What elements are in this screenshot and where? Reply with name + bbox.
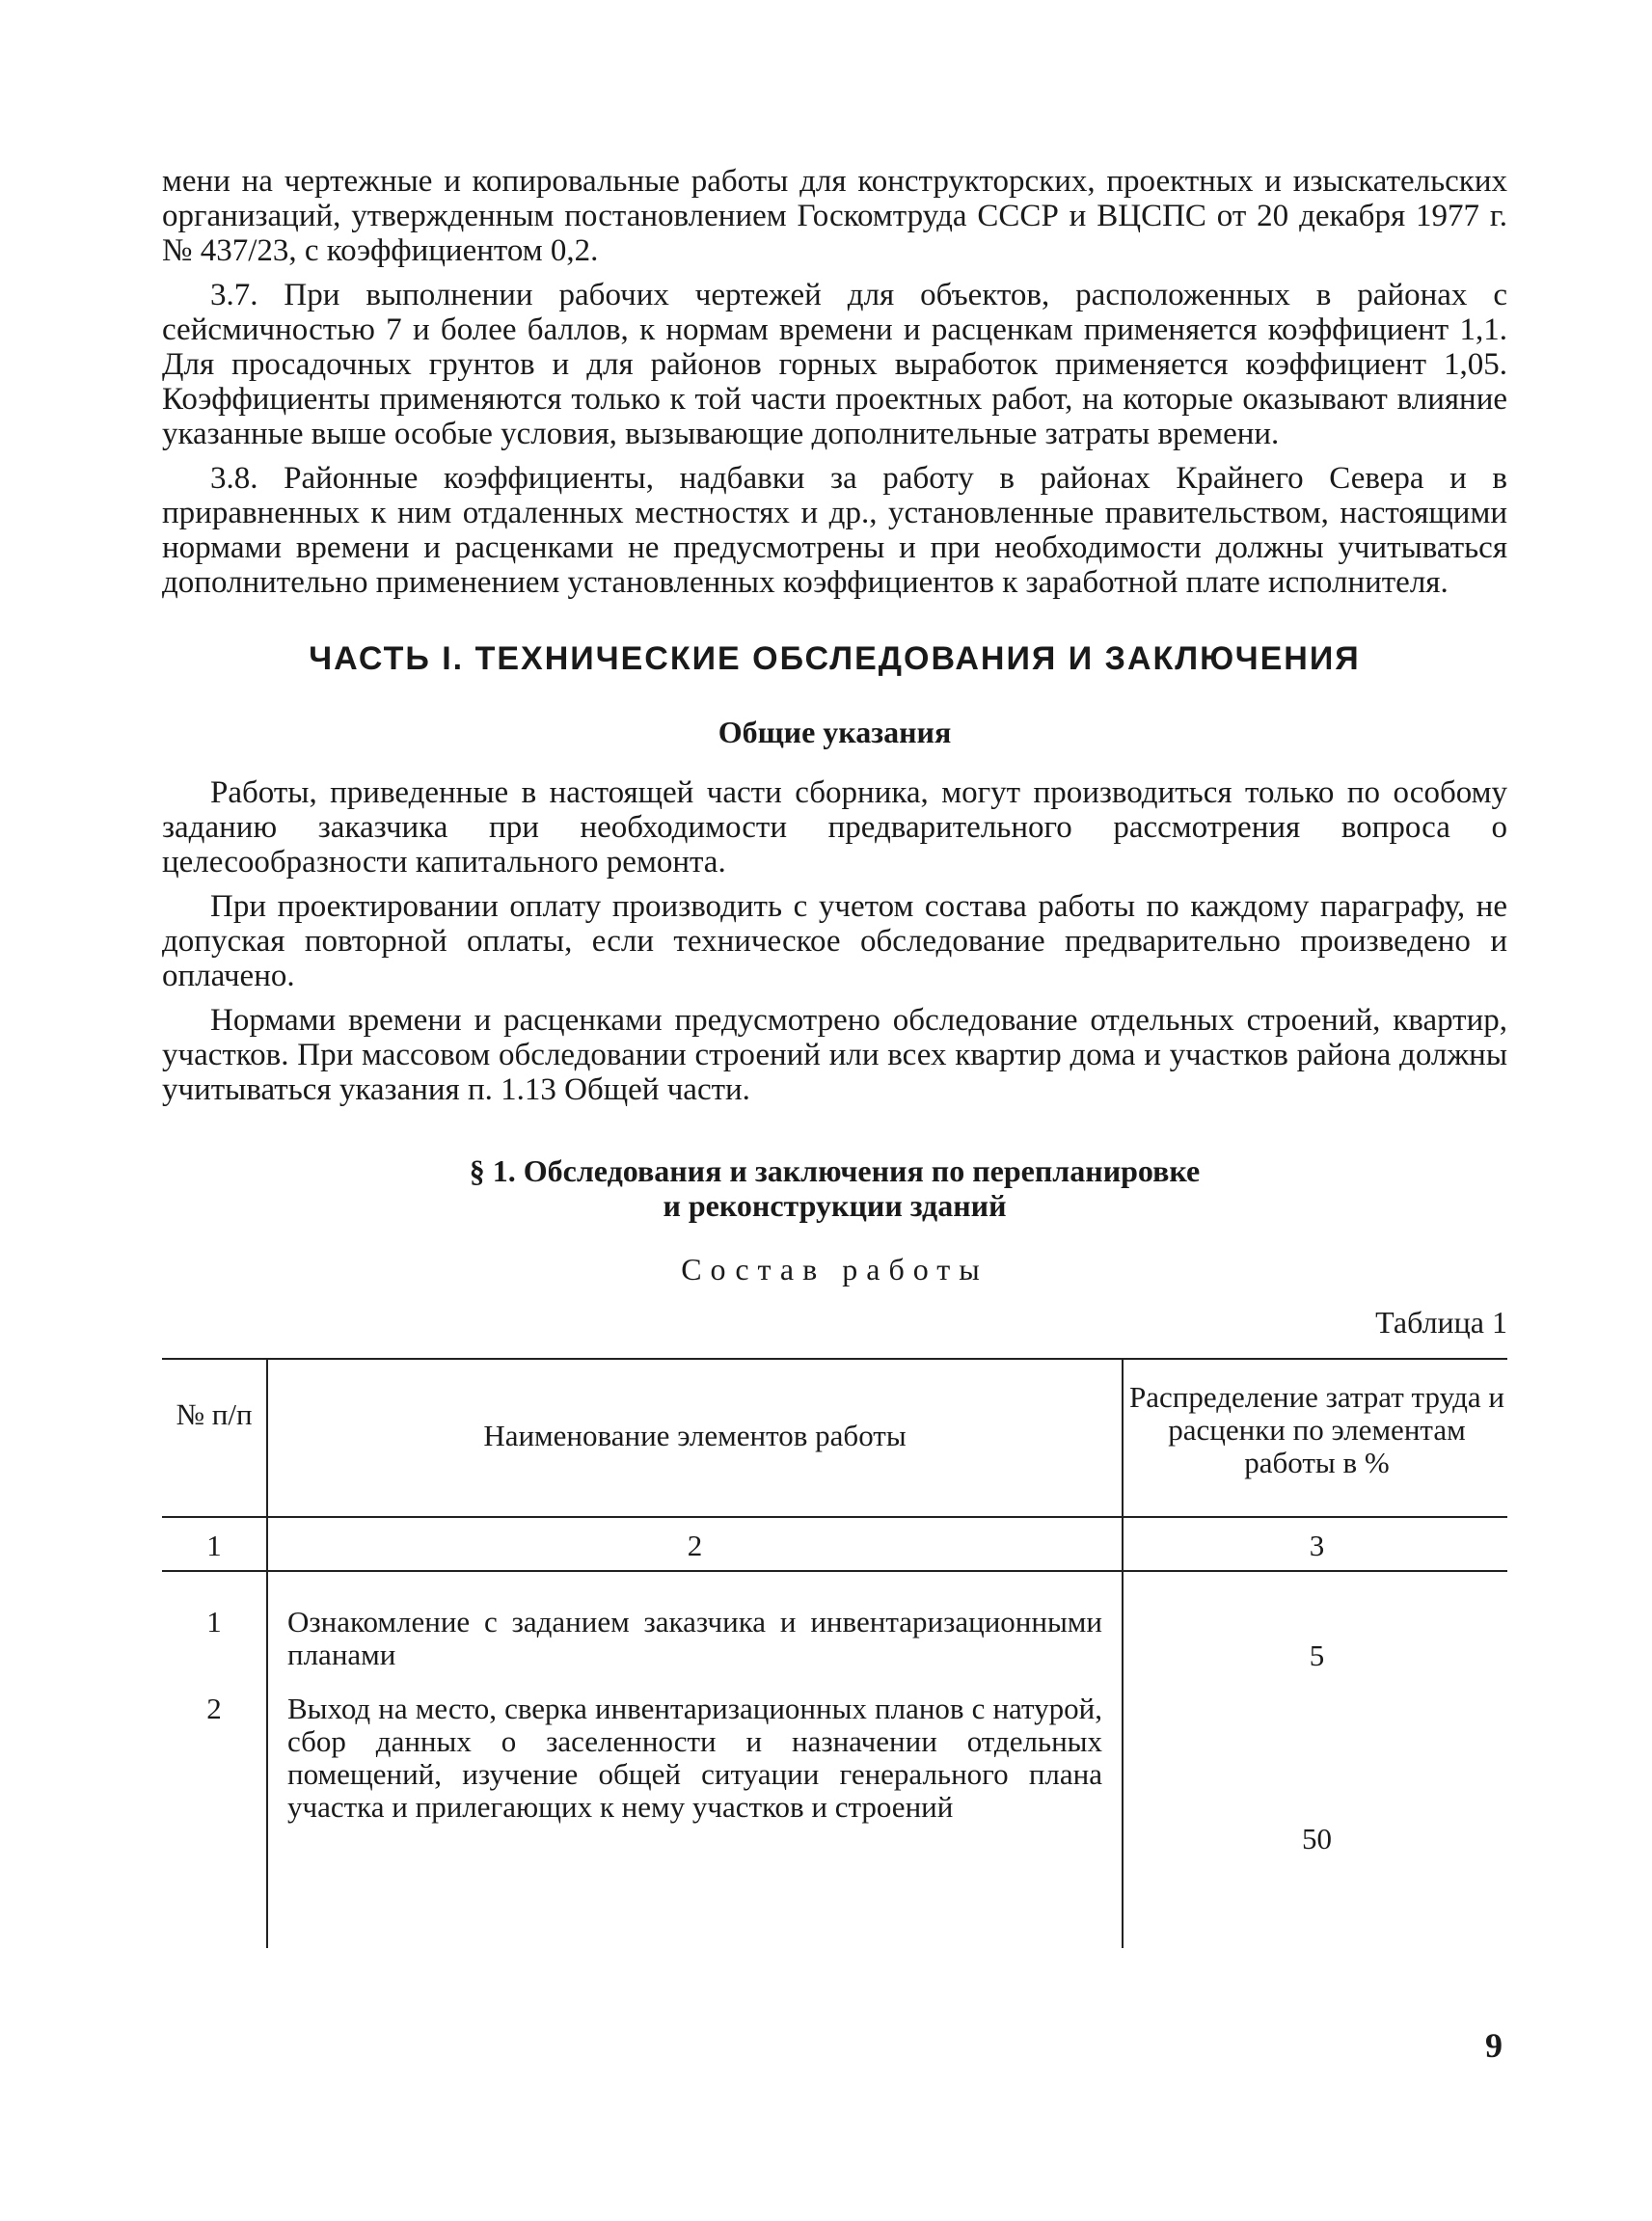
table-colnum-2: 2 (687, 1529, 703, 1562)
general-heading: Общие указания (718, 715, 952, 749)
paragraph-general-1: Работы, приведенные в настоящей части сборника, могут производиться только по особому заданию заказчика при необходимости предварительного рассмотрения вопроса о целесообразности капитального ремонта. (162, 775, 1507, 880)
paragraph-3-8: 3.8. Районные коэффициенты, надбавки за работу в районах Крайнего Севера и в приравненных к ним отдаленных местностях и др., установленные правительством, настоящими нормами времени и расценками не предусмотрены и при необходимости должны учитываться дополнительно применением установленных коэффициентов к заработной плате исполнителя. (162, 461, 1507, 600)
table-head-name: Наименование элементов работы (483, 1419, 907, 1452)
section-title (162, 1153, 1507, 1223)
section-title-line1: § 1. Обследования и заключения по перепланировке (469, 1153, 1201, 1188)
table-header-rule (162, 1516, 1507, 1518)
table-row-text: Ознакомление с заданием заказчика и инвентаризационными планами (287, 1605, 1102, 1671)
table-row-text: Выход на место, сверка инвентаризационных планов с натурой, сбор данных о заселенности и назначении отдельных помещений, изучение общей ситуации генерального плана участка и прилегающих к нему участков и строений (287, 1692, 1102, 1824)
table-colnum-3: 3 (1309, 1529, 1325, 1562)
table-row-value: 50 (1302, 1822, 1332, 1855)
section-title-line2: и реконструкции зданий (663, 1188, 1007, 1223)
table-colnum-1: 1 (206, 1529, 222, 1562)
work-table (162, 1358, 1507, 1948)
table-number-rule (162, 1570, 1507, 1572)
paragraph-general-3: Нормами времени и расценками предусмотрено обследование отдельных строений, квартир, участков. При массовом обследовании строений или всех квартир дома и участков района должны учитываться указания п. 1.13 Общей части. (162, 1003, 1507, 1107)
paragraph-general-2: При проектировании оплату производить с учетом состава работы по каждому параграфу, не допуская повторной оплаты, если техническое обследование предварительно произведено и оплачено. (162, 889, 1507, 993)
page-number: 9 (1485, 2026, 1503, 2065)
table-caption: Таблица 1 (1375, 1305, 1507, 1340)
table-head-distribution: Распределение затрат труда и расценки по элементам работы в % (1129, 1380, 1504, 1479)
table-row-number: 2 (206, 1692, 222, 1725)
table-head-number: № п/п (176, 1397, 253, 1431)
part-title: ЧАСТЬ I. ТЕХНИЧЕСКИЕ ОБСЛЕДОВАНИЯ И ЗАКЛЮЧЕНИЯ (309, 640, 1361, 677)
paragraph-continued: мени на чертежные и копировальные работы для конструкторских, проектных и изыскательских организаций, утвержденным постановлением Госкомтруда СССР и ВЦСПС от 20 декабря 1977 г. № 437/23, с коэффициентом 0,2. (162, 164, 1507, 268)
document-page (162, 164, 1507, 1948)
composition-label: Состав работы (681, 1252, 988, 1287)
table-row-value: 5 (1309, 1639, 1325, 1672)
table-row-number: 1 (206, 1605, 222, 1639)
table-divider (1122, 1360, 1124, 1948)
paragraph-3-7: 3.7. При выполнении рабочих чертежей для объектов, расположенных в районах с сейсмичностью 7 и более баллов, к нормам времени и расценкам применяется коэффициент 1,1. Для просадочных грунтов и для районов горных выработок применяется коэффициент 1,05. Коэффициенты применяются только к той части проектных работ, на которые оказывают влияние указанные выше особые условия, вызывающие дополнительные затраты времени. (162, 278, 1507, 451)
